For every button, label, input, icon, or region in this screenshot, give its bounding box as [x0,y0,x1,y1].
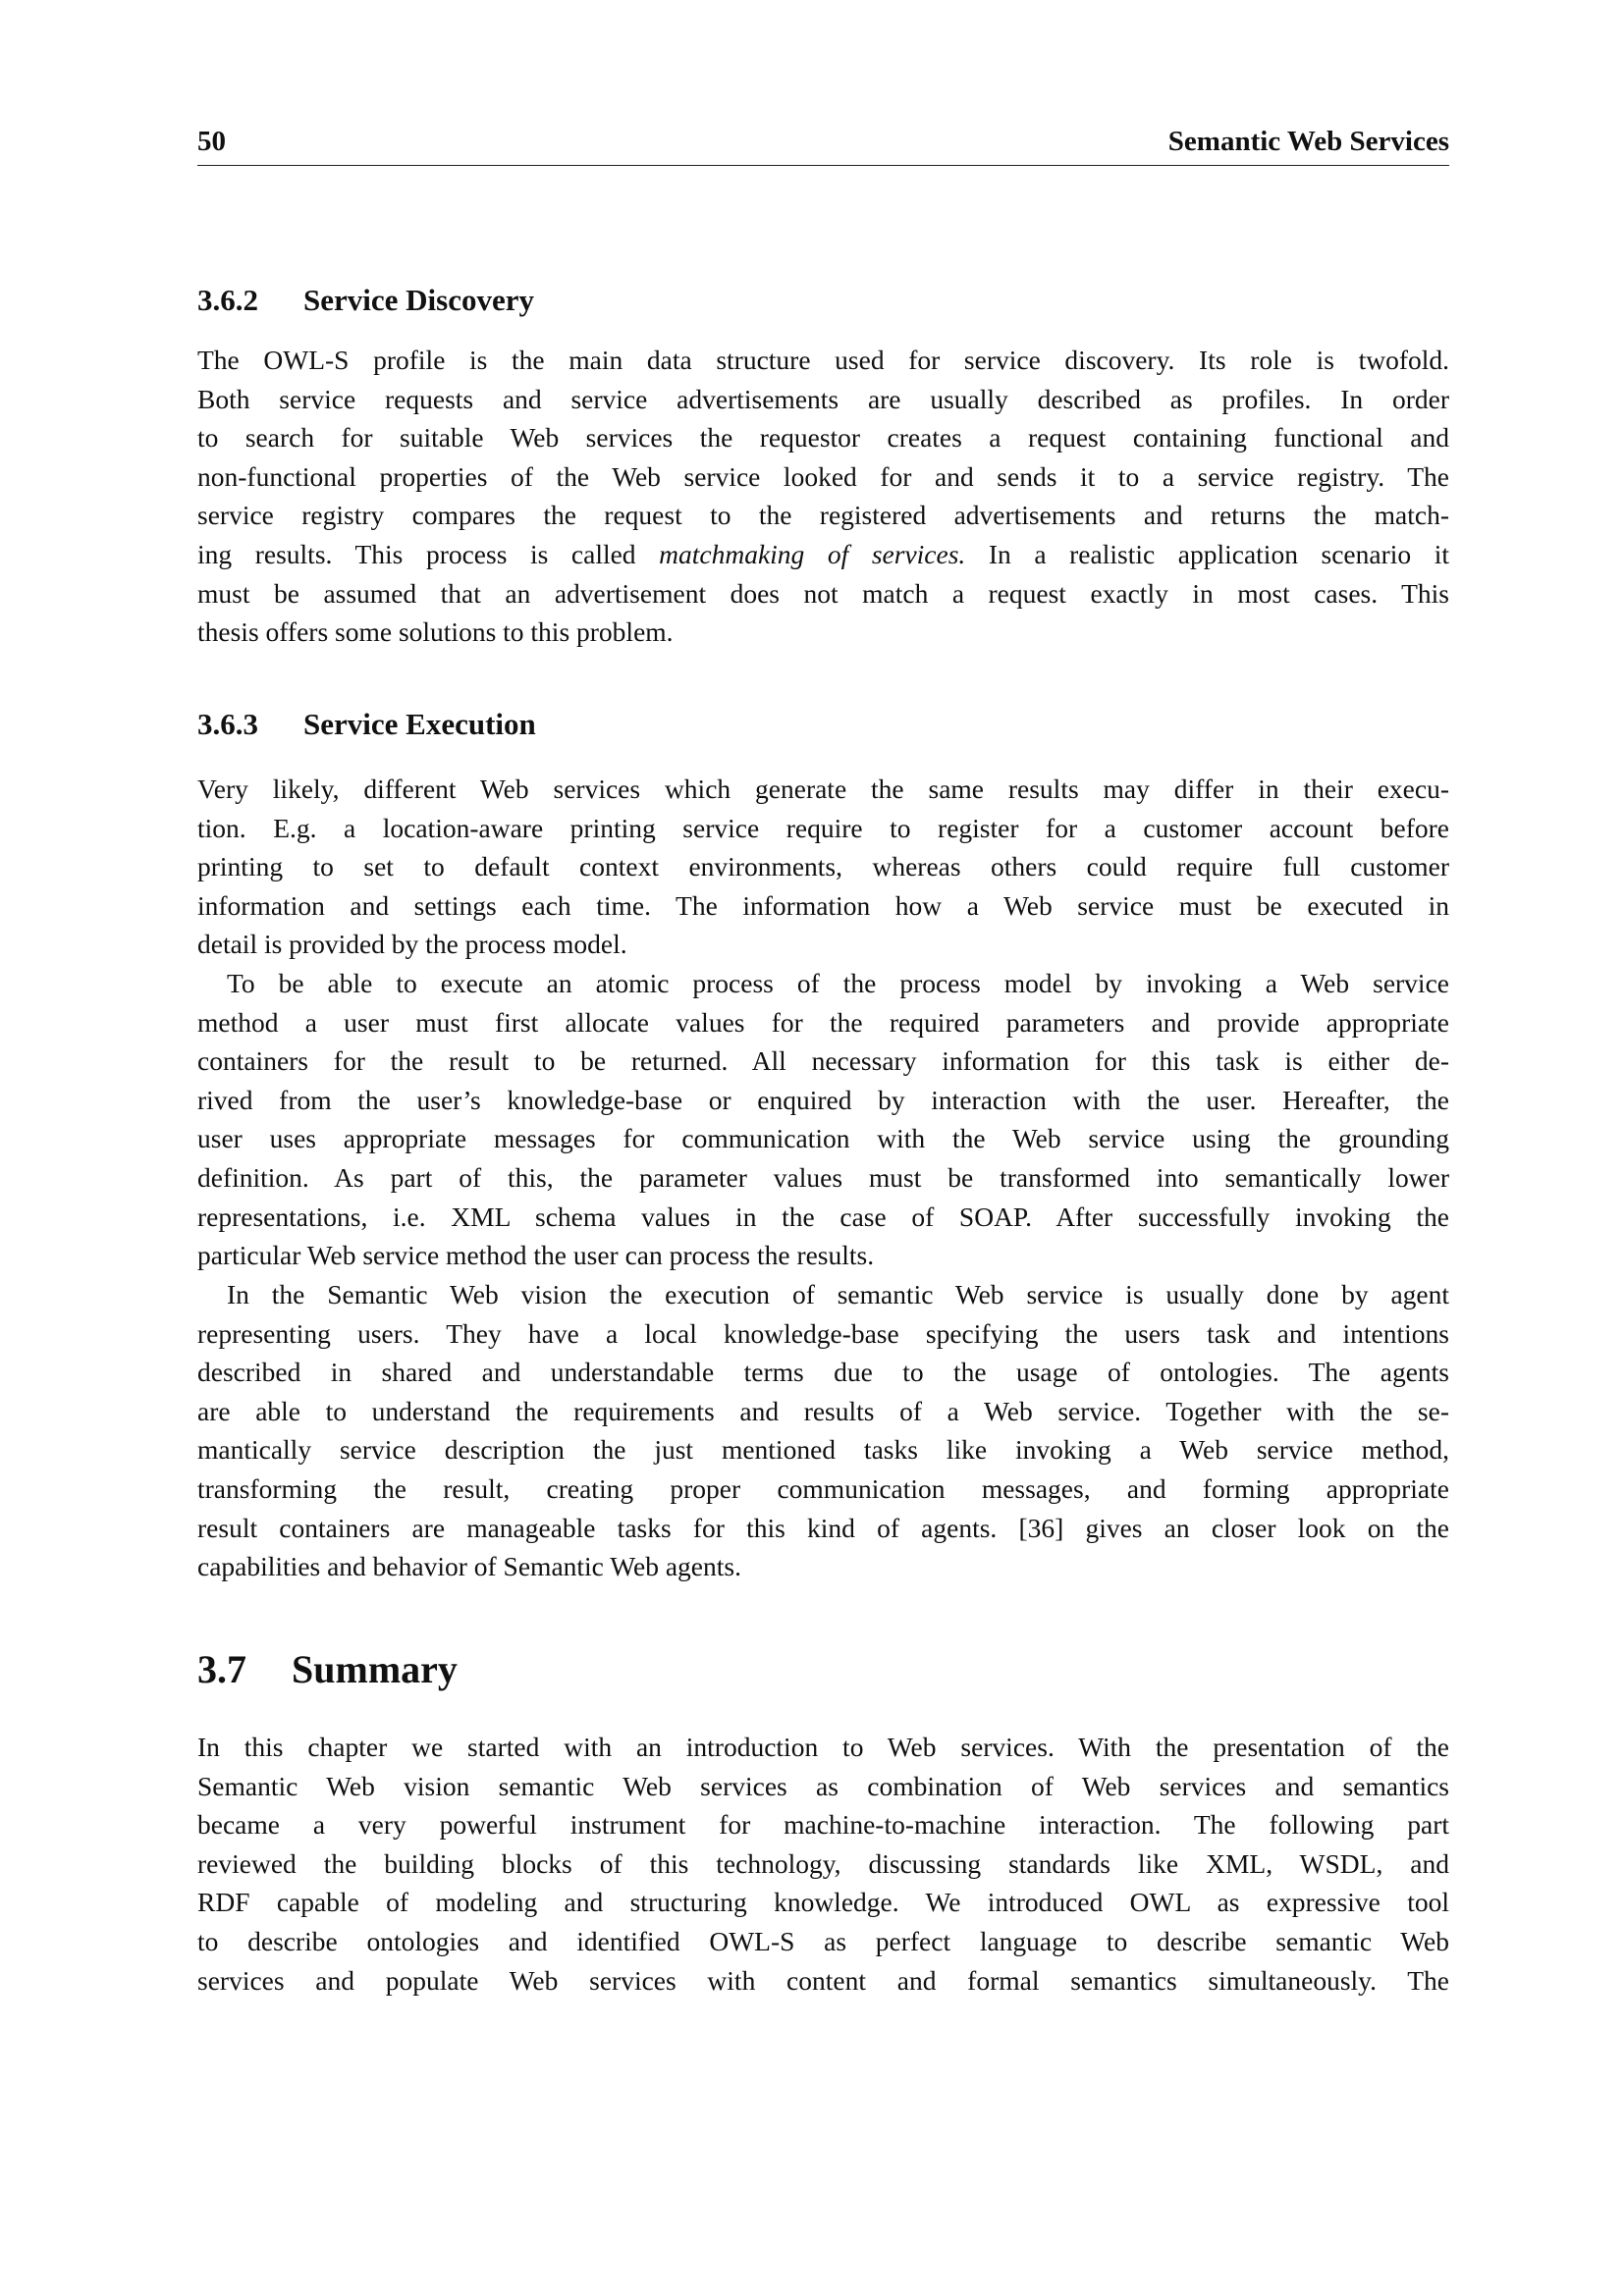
section-heading-3-7 [197,1646,458,1692]
text-line: printing to set to default context environments, whereas others could require full customer [197,851,1449,882]
section-title: Service Discovery [303,283,534,317]
text-line: became a very powerful instrument for machine-to-machine interaction. The following part [197,1809,1449,1841]
text-line: non-functional properties of the Web service looked for and sends it to a service registry. The [197,460,1449,492]
text-line: detail is provided by the process model. [197,929,627,960]
text-line: must be assumed that an advertisement does not match a request exactly in most cases. This [197,577,1449,609]
text-line: particular Web service method the user can process the results. [197,1240,875,1271]
section-title: Service Execution [303,707,536,741]
text-line: service registry compares the request to the registered advertisements and returns the match- [197,500,1449,531]
text-line: are able to understand the requirements and results of a Web service. Together with the se- [197,1395,1449,1426]
text-line: reviewed the building blocks of this technology, discussing standards like XML, WSDL, and [197,1847,1449,1879]
text-line: In the Semantic Web vision the execution of semantic Web service is usually done by agent [227,1279,1449,1309]
text-line: RDF capable of modeling and structuring knowledge. We introduced OWL as expressive tool [197,1887,1449,1918]
paragraph [197,341,1449,652]
section-heading-3-6-2 [197,283,534,318]
header-rule [197,165,1449,166]
text-line: to describe ontologies and identified OWL-S as perfect language to describe semantic Web [197,1925,1449,1956]
paragraph [197,964,1449,1275]
section-number: 3.6.3 [197,707,258,741]
text-line: user uses appropriate messages for communication with the Web service using the grounding [197,1123,1449,1154]
section-number: 3.7 [197,1647,246,1691]
page-number: 50 [197,126,226,157]
text-line: representing users. They have a local knowledge-base specifying the users task and intentions [197,1317,1449,1349]
text-line: rived from the user’s knowledge-base or enquired by interaction with the user. Hereafter, the [197,1084,1449,1115]
text-line: To be able to execute an atomic process of the process model by invoking a Web service [227,968,1449,998]
text-line: tion. E.g. a location-aware printing service require to register for a customer account before [197,812,1449,843]
text-line: mantically service description the just mentioned tasks like invoking a Web service method, [197,1434,1449,1466]
text-line: result containers are manageable tasks for this kind of agents. [36] gives an closer look on the [197,1512,1449,1543]
text-line: containers for the result to be returned. All necessary information for this task is either de- [197,1045,1449,1077]
text-line: thesis offers some solutions to this problem. [197,616,674,648]
text-line: information and settings each time. The information how a Web service must be executed in [197,889,1449,921]
text-line: definition. As part of this, the parameter values must be transformed into semantically lower [197,1161,1449,1193]
text-line: Semantic Web vision semantic Web services as combination of Web services and semantics [197,1770,1449,1801]
text-line: Very likely, different Web services which generate the same results may differ in their execu- [197,774,1449,804]
section-heading-3-6-3 [197,707,536,742]
text-line: The OWL-S profile is the main data structure used for service discovery. Its role is twofold. [197,345,1449,375]
text-line: transforming the result, creating proper communication messages, and forming appropriate [197,1472,1449,1504]
page-header [197,126,1449,161]
paragraph [197,1275,1449,1586]
text-segment: In a realistic application scenario it [965,538,1449,569]
text-line: method a user must first allocate values for the required parameters and provide appropriate [197,1006,1449,1038]
text-line: representations, i.e. XML schema values in the case of SOAP. After successfully invoking the [197,1201,1449,1232]
text-line: services and populate Web services with content and formal semantics simultaneously. The [197,1964,1449,1996]
text-line: described in shared and understandable terms due to the usage of ontologies. The agents [197,1357,1449,1388]
text-segment: ing results. This process is called [197,538,660,569]
section-title: Summary [292,1647,458,1691]
text-line: In this chapter we started with an introduction to Web services. With the presentation of the [197,1732,1449,1762]
paragraph [197,770,1449,964]
emphasized-term: matchmaking of services. [659,538,966,569]
text-line [197,535,1449,574]
section-number: 3.6.2 [197,283,258,317]
text-line: capabilities and behavior of Semantic Web agents. [197,1551,741,1582]
text-line: Both service requests and service advertisements are usually described as profiles. In order [197,383,1449,414]
running-title: Semantic Web Services [1167,126,1449,157]
paragraph [197,1728,1449,2000]
text-line: to search for suitable Web services the requestor creates a request containing functional and [197,422,1449,454]
